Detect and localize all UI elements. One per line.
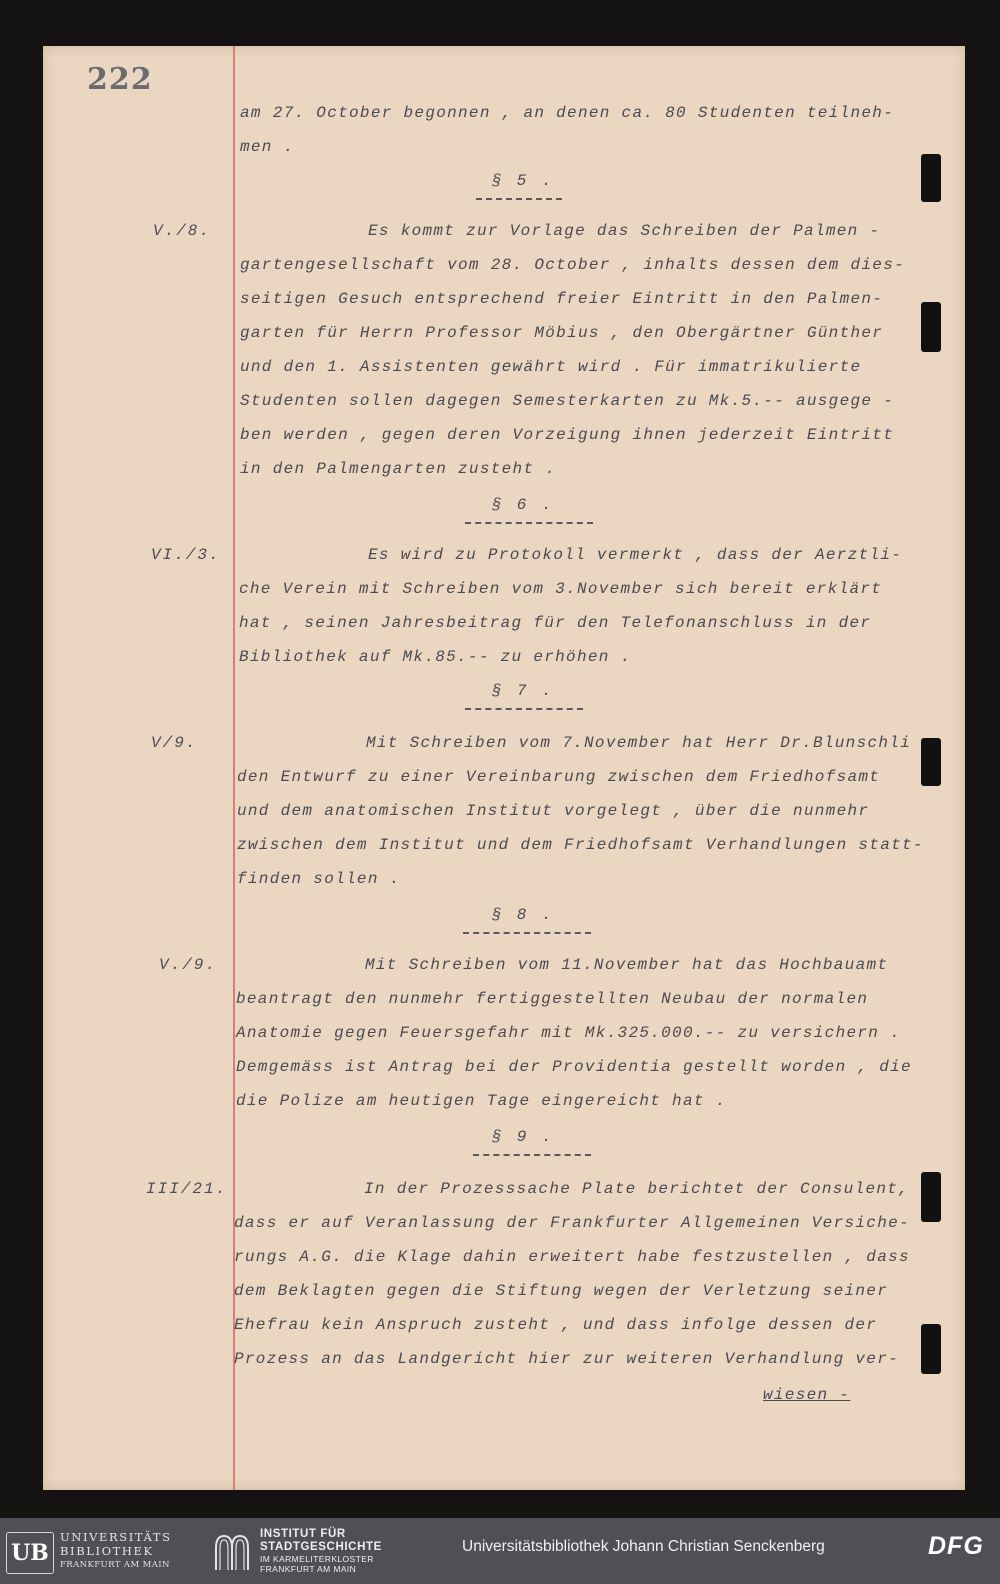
text-line: zwischen dem Institut und dem Friedhofsamt Verhandlungen statt-	[237, 836, 924, 854]
text-line: Demgemäss ist Antrag bei der Providentia gestellt worden , die	[236, 1058, 912, 1076]
marker-tab	[921, 1172, 941, 1222]
isg-wordmark	[260, 1528, 382, 1574]
ub-line: BIBLIOTHEK	[60, 1544, 154, 1558]
text-line: Ehefrau kein Anspruch zusteht , und dass infolge dessen der	[234, 1316, 878, 1334]
ub-badge-icon: UB	[6, 1532, 54, 1574]
page-number: 222	[87, 62, 153, 97]
text-line: den Entwurf zu einer Vereinbarung zwischen dem Friedhofsamt	[237, 768, 881, 786]
text-line: men .	[240, 138, 295, 156]
margin-ref: III/21.	[146, 1180, 228, 1198]
text-line: Es kommt zur Vorlage das Schreiben der Palmen -	[368, 222, 881, 240]
margin-line	[233, 46, 235, 1490]
text-line: In der Prozesssache Plate berichtet der Consulent,	[364, 1180, 910, 1198]
marker-tab	[921, 302, 941, 352]
ub-line: UNIVERSITÄTS	[60, 1530, 172, 1544]
text-line: seitigen Gesuch entsprechend freier Eintritt in den Palmen-	[240, 290, 884, 308]
text-line: dem Beklagten gegen die Stiftung wegen der Verletzung seiner	[234, 1282, 889, 1300]
ub-wordmark	[60, 1530, 172, 1572]
footer-bar	[0, 1518, 1000, 1584]
section-underline	[476, 198, 562, 200]
text-line: gartengesellschaft vom 28. October , inhalts dessen dem dies-	[240, 256, 905, 274]
isg-line: INSTITUT FÜR	[260, 1528, 346, 1540]
text-line: Studenten sollen dagegen Semesterkarten zu Mk.5.-- ausgege -	[240, 392, 895, 410]
text-line: che Verein mit Schreiben vom 3.November sich bereit erklärt	[239, 580, 883, 598]
marker-tab	[921, 1324, 941, 1374]
isg-line: FRANKFURT AM MAIN	[260, 1564, 357, 1574]
text-line: Mit Schreiben vom 7.November hat Herr Dr.Blunschli	[366, 734, 912, 752]
section-heading: § 8 .	[491, 906, 555, 924]
isg-line: IM KARMELITERKLOSTER	[260, 1554, 374, 1564]
text-line: Mit Schreiben vom 11.November hat das Hochbauamt	[365, 956, 889, 974]
text-line: Anatomie gegen Feuersgefahr mit Mk.325.000.-- zu versichern .	[236, 1024, 901, 1042]
text-line: Prozess an das Landgericht hier zur weiteren Verhandlung ver-	[234, 1350, 899, 1368]
footer-title: Universitätsbibliothek Johann Christian Senckenberg	[462, 1538, 825, 1555]
text-line: die Polize am heutigen Tage eingereicht hat .	[236, 1092, 727, 1110]
text-line: finden sollen .	[237, 870, 401, 888]
text-line: und dem anatomischen Institut vorgelegt , über die nunmehr	[237, 802, 870, 820]
text-line: garten für Herrn Professor Möbius , den Obergärtner Günther	[240, 324, 884, 342]
section-underline	[473, 1154, 591, 1156]
text-line: ben werden , gegen deren Vorzeigung ihnen jederzeit Eintritt	[240, 426, 895, 444]
text-line: und den 1. Assistenten gewährt wird . Für immatrikulierte	[240, 358, 862, 376]
isg-line: STADTGESCHICHTE	[260, 1541, 382, 1553]
margin-ref: V./8.	[153, 222, 212, 240]
margin-ref: V/9.	[151, 734, 198, 752]
catchword: wiesen -	[763, 1386, 851, 1404]
section-underline	[463, 932, 591, 934]
ub-line: FRANKFURT AM MAIN	[60, 1560, 170, 1570]
document-page	[43, 46, 965, 1490]
marker-tab	[921, 154, 941, 202]
margin-ref: VI./3.	[151, 546, 221, 564]
arch-icon	[212, 1532, 252, 1572]
section-heading: § 9 .	[491, 1128, 555, 1146]
text-line: Bibliothek auf Mk.85.-- zu erhöhen .	[239, 648, 632, 666]
text-line: rungs A.G. die Klage dahin erweitert habe festzustellen , dass	[234, 1248, 910, 1266]
text-line: in den Palmengarten zusteht .	[240, 460, 557, 478]
margin-ref: V./9.	[159, 956, 218, 974]
section-underline	[465, 708, 583, 710]
section-heading: § 5 .	[491, 172, 555, 190]
text-line: beantragt den nunmehr fertiggestellten Neubau der normalen	[236, 990, 869, 1008]
isg-logo[interactable]	[212, 1528, 412, 1576]
marker-tab	[921, 738, 941, 786]
text-line: dass er auf Veranlassung der Frankfurter Allgemeinen Versiche-	[234, 1214, 910, 1232]
section-heading: § 6 .	[491, 496, 555, 514]
ub-logo[interactable]	[6, 1530, 201, 1574]
text-line: am 27. October begonnen , an denen ca. 80 Studenten teilneh-	[240, 104, 895, 122]
section-underline	[465, 522, 593, 524]
text-line: hat , seinen Jahresbeitrag für den Telefonanschluss in der	[239, 614, 872, 632]
dfg-logo[interactable]: DFG	[928, 1532, 984, 1560]
section-heading: § 7 .	[491, 682, 555, 700]
text-line: Es wird zu Protokoll vermerkt , dass der Aerztli-	[368, 546, 903, 564]
